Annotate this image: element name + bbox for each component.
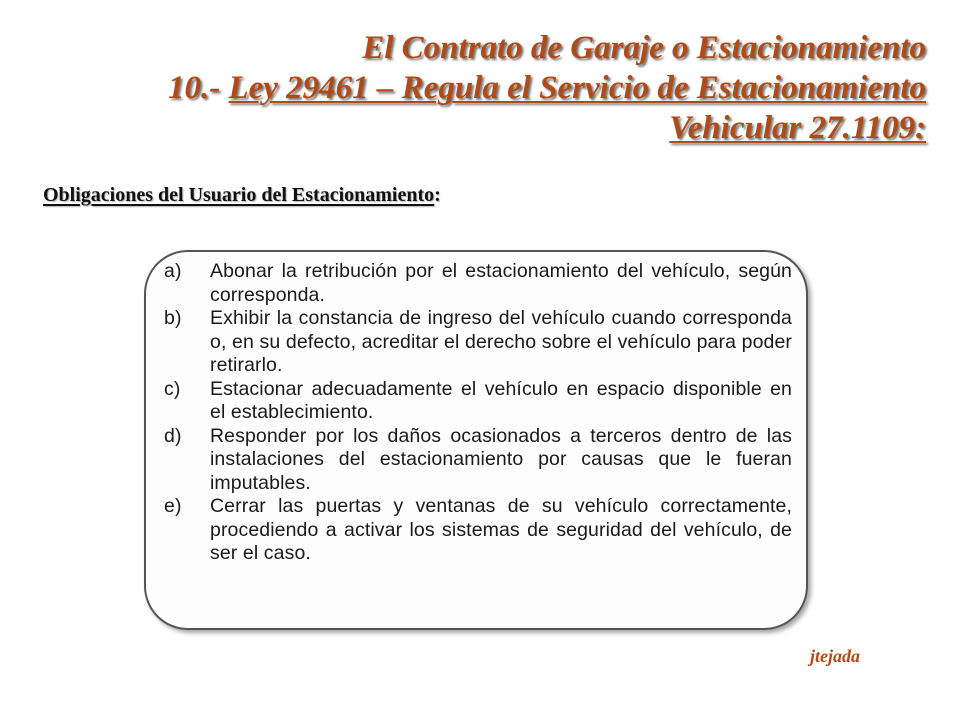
obligation-text: Exhibir la constancia de ingreso del vehículo cuando corresponda o, en su defecto, acreditar el derecho sobre el vehículo para poder retirarlo.	[210, 307, 792, 376]
title-line-2	[26, 68, 926, 108]
obligation-letter: c)	[164, 377, 181, 400]
obligation-text: Cerrar las puertas y ventanas de su vehículo correctamente, procediendo a activar los sistemas de seguridad del vehículo, de ser el caso.	[210, 495, 792, 564]
obligation-letter: e)	[164, 495, 182, 517]
section-subtitle	[43, 184, 441, 207]
subtitle-colon: :	[434, 184, 441, 206]
obligation-text: Estacionar adecuadamente el vehículo en espacio disponible en el establecimiento.	[210, 377, 792, 423]
obligation-text: Responder por los daños ocasionados a terceros dentro de las instalaciones del estacionamiento por causas que le fueran imputables.	[210, 424, 792, 494]
title-line-1: El Contrato de Garaje o Estacionamiento	[362, 30, 926, 66]
obligation-item	[164, 378, 792, 425]
obligation-text: Abonar la retribución por el estacionamiento del vehículo, según corresponda.	[210, 260, 792, 306]
obligations-list	[164, 260, 792, 566]
obligation-letter: a)	[164, 260, 182, 282]
obligations-box	[144, 250, 808, 630]
obligations-box-wrapper	[144, 250, 808, 630]
obligation-letter: d)	[164, 424, 182, 447]
title-number: 10.-	[167, 70, 229, 106]
slide-title	[26, 28, 926, 148]
obligation-item	[164, 307, 792, 378]
title-line-3	[26, 108, 926, 148]
obligation-item	[164, 425, 792, 496]
obligation-item	[164, 495, 792, 566]
obligation-item	[164, 260, 792, 307]
obligation-letter: b)	[164, 307, 182, 329]
title-law: Ley 29461 – Regula el Servicio de Estacionamiento	[228, 70, 926, 106]
title-law-cont: Vehicular 27.1109:	[669, 110, 926, 146]
author-signature: jtejada	[810, 646, 860, 666]
subtitle-label: Obligaciones del Usuario del Estacionamiento	[43, 184, 435, 206]
